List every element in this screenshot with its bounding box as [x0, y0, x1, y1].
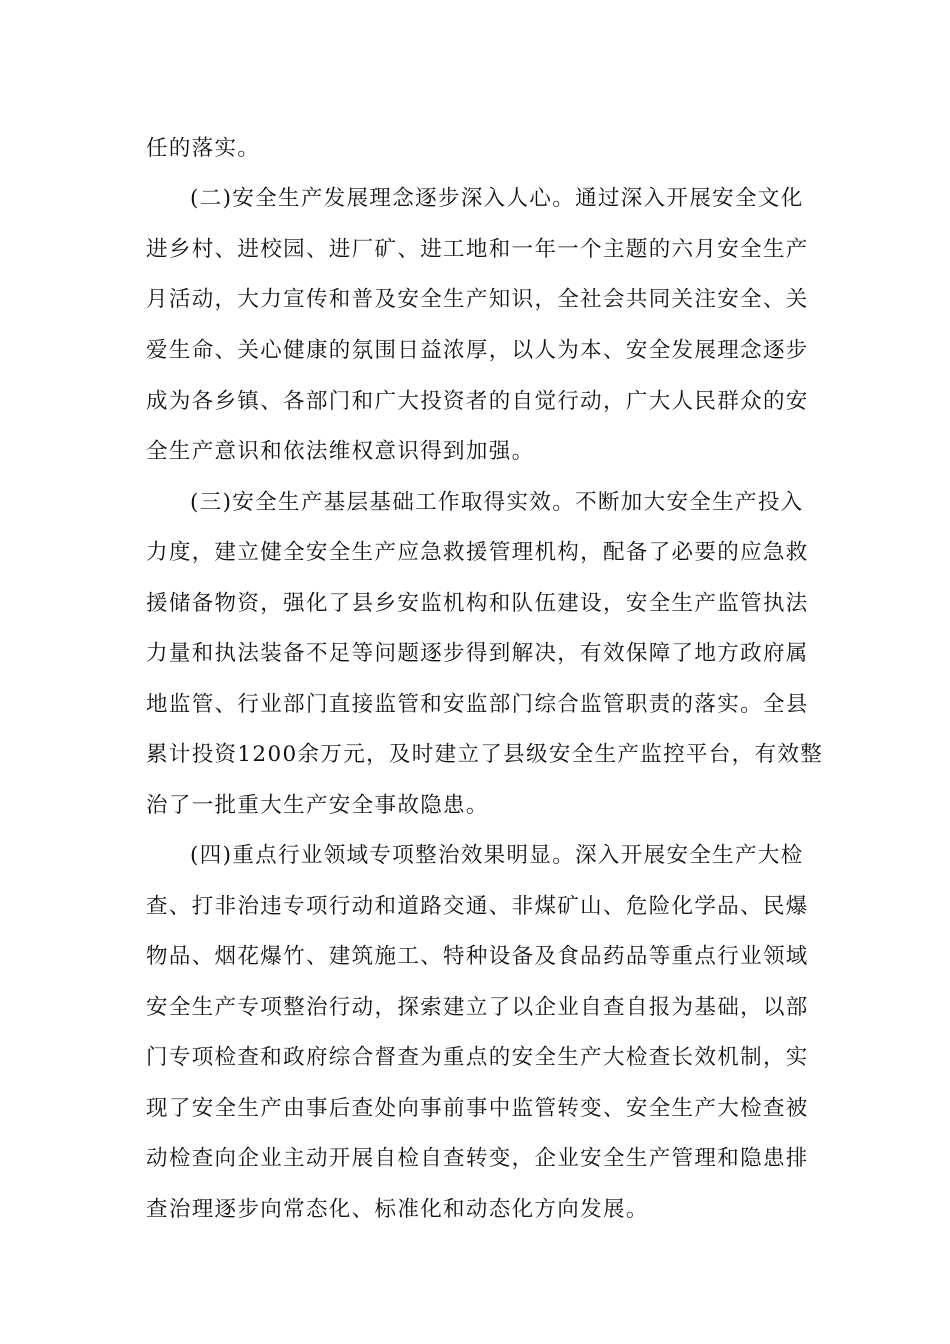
text-line: 成为各乡镇、各部门和广大投资者的自觉行动，广大人民群众的安	[146, 389, 809, 414]
text-line: 力量和执法装备不足等问题逐步得到解决，有效保障了地方政府属	[146, 641, 809, 666]
section-heading-line: (二)安全生产发展理念逐步深入人心。通过深入开展安全文化	[190, 186, 804, 211]
text-line: 安全生产专项整治行动，探索建立了以企业自查自报为基础，以部	[146, 995, 809, 1020]
text-line: 查、打非治违专项行动和道路交通、非煤矿山、危险化学品、民爆	[146, 894, 809, 919]
text-line: 物品、烟花爆竹、建筑施工、特种设备及食品药品等重点行业领域	[146, 944, 809, 969]
text-line: 动检查向企业主动开展自检自查转变，企业安全生产管理和隐患排	[146, 1146, 809, 1171]
text-line: 爱生命、关心健康的氛围日益浓厚，以人为本、安全发展理念逐步	[146, 338, 809, 363]
text-line: 任的落实。	[146, 136, 261, 161]
text-line: 现了安全生产由事后查处向事前事中监管转变、安全生产大检查被	[146, 1096, 809, 1121]
text-line: 治了一批重大生产安全事故隐患。	[146, 793, 489, 818]
text-line: 全生产意识和依法维权意识得到加强。	[146, 439, 535, 464]
text-line: 查治理逐步向常态化、标准化和动态化方向发展。	[146, 1197, 649, 1222]
section-heading-line: (三)安全生产基层基础工作取得实效。不断加大安全生产投入	[190, 490, 804, 515]
section-heading-line: (四)重点行业领域专项整治效果明显。深入开展安全生产大检	[190, 843, 804, 868]
text-line: 进乡村、进校园、进厂矿、进工地和一年一个主题的六月安全生产	[146, 237, 809, 262]
text-line: 月活动，大力宣传和普及安全生产知识，全社会共同关注安全、关	[146, 287, 809, 312]
text-line: 援储备物资，强化了县乡安监机构和队伍建设，安全生产监管执法	[146, 591, 809, 616]
text-line: 门专项检查和政府综合督查为重点的安全生产大检查长效机制，实	[146, 1045, 809, 1070]
text-line: 累计投资1200余万元，及时建立了县级安全生产监控平台，有效整	[146, 742, 824, 767]
text-line: 地监管、行业部门直接监管和安监部门综合监管职责的落实。全县	[146, 692, 809, 717]
text-line: 力度，建立健全安全生产应急救援管理机构，配备了必要的应急救	[146, 540, 809, 565]
